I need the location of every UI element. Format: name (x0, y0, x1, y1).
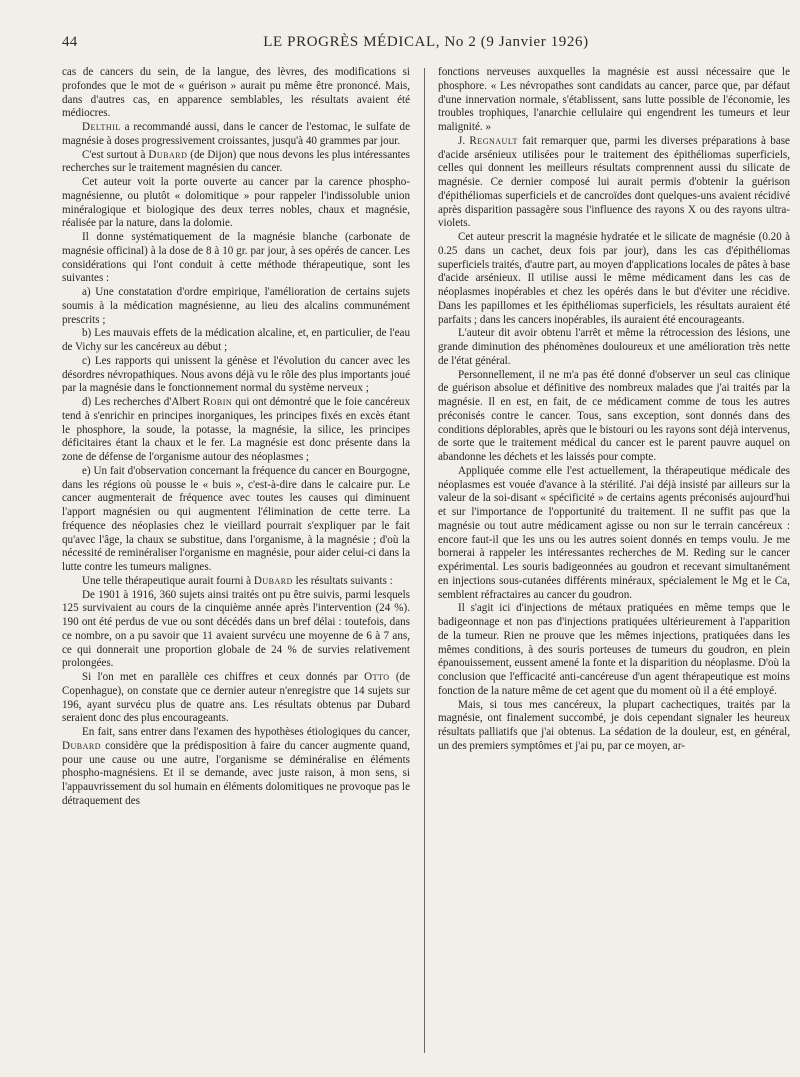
paragraph (62, 121, 410, 149)
paragraph-text: a recommandé aussi, dans le cancer de l'estomac, le sulfate de magnésie à doses progressivement croissantes, jusqu'à 40 grammes par jour. (62, 121, 410, 147)
paragraph (62, 726, 410, 809)
paragraph-text: Cet auteur voit la porte ouverte au cancer par la carence phospho-magnésienne, ou plutôt « dolomitique » pour rappeler l'indissoluble union minéralogique et biologique des deux terres nobles, chaux et magnésie, réalisée par la nature, dans la dolomie. (62, 176, 410, 230)
author-name: Robin (202, 396, 233, 408)
paragraph-lead-text: d) Les recherches d'Albert (82, 396, 203, 408)
left-column (62, 66, 410, 809)
author-name: Delthil (82, 121, 121, 133)
paragraph (438, 369, 790, 465)
author-name: Dubard (148, 148, 188, 161)
author-name: Regnault (469, 134, 518, 147)
paragraph-lead-text: Si l'on met en parallèle ces chiffres et ceux donnés par (82, 671, 365, 683)
paragraph (62, 575, 410, 589)
page-number: 44 (62, 34, 78, 50)
paragraph-text: Il donne systématiquement de la magnésie blanche (carbonate de magnésie officinal) à la dose de 8 à 10 gr. par jour, à ses opérés de cancer. Les considérations qui l'ont conduit à cette méthode thérapeutique, sont les suivantes : (62, 231, 410, 285)
paragraph (62, 176, 410, 231)
paragraph (62, 231, 410, 286)
paragraph (438, 231, 790, 327)
paragraph-text: e) Un fait d'observation concernant la fréquence du cancer en Bourgogne, dans les régions où pousse le « buis », c'est-à-dire dans le calcaire pur. Le cancer augmenterait de fréquence avec toutes les causes qui diminuent l'apport magnésien ou qui augmentent l'élimination de cette terre. La fréquence des néoplasies chez le vieillard pourrait s'expliquer par le fait qu'avec l'âge, la chaux se substitue, dans l'organisme, à la magnésie ; d'où la nécessité de reminéraliser l'organisme en magnésie, pour aider celui-ci dans la lutte contre les tumeurs malignes. (62, 464, 410, 573)
paragraph (438, 465, 790, 603)
author-name: Dubard (253, 574, 293, 587)
paragraph-text: (de Copenhague), on constate que ce dernier auteur n'enregistre que 14 sujets sur 196, ayant survécu plus de quatre ans. Les résultats obtenus par Dubard seraient donc des plus encourageants. (62, 671, 410, 725)
paragraph-text: les résultats suivants : (292, 574, 393, 587)
paragraph-text: Cet auteur prescrit la magnésie hydratée et le silicate de magnésie (0.20 à 0.25 dans un cachet, deux fois par jour), dans les cas d'épithéliomas superficiels traités, d'autre part, au moyen d'applications locales de pâtes à base d'acide arsénieux. Il utilise aussi le même médicament dans les cas de néoplasmes inopérables et chez les opérés dans le but d'éviter une récidive. Dans les papillomes et les épithéliomas superficiels, les résultats auraient été parfaits ; dans les cancers inopérables, ils auraient été encourageants. (438, 231, 790, 326)
paragraph (62, 327, 410, 355)
paragraph-text: a) Une constatation d'ordre empirique, l'amélioration de certains sujets soumis à la médication magnésienne, au lieu des alcalins communément prescrits ; (62, 286, 410, 326)
paragraph (62, 149, 410, 177)
paragraph-text: cas de cancers du sein, de la langue, des lèvres, des modifications si profondes que le mot de « guérison » aurait pu même être prononcé. Mais, dans d'autres cas, en apparence semblables, les résultats avaient été médiocres. (62, 66, 410, 120)
paragraph-text: (de Dijon) que nous devons les plus intéressantes recherches sur le traitement magnésien du cancer. (62, 148, 410, 175)
paragraph (438, 66, 790, 135)
paragraph-text: Appliquée comme elle l'est actuellement, la thérapeutique médicale des néoplasmes est vouée d'avance à la stérilité. J'ai déjà insisté par ailleurs sur la valeur de la soi-disant « spécificité » de certains agents préconisés aujourd'hui et sur l'importance de l'opportunité du traitement. Il ne suffit pas que la magnésie ou tout autre médicament agisse ou non sur le terrain cancéreux : encore faut-il que les uns ou les autres soient donnés en temps voulu. Je me bornerai à rappeler les intéressantes recherches de M. Reding sur le cancer expérimental. Les souris badigeonnées au goudron et recevant simultanément en injections sous-cutanées différents minéraux, spécialement le Mg et le Ca, semblent réfractaires au cancer du goudron. (438, 464, 790, 601)
paragraph-text: qui ont démontré que le foie cancéreux tend à s'enrichir en principes inorganiques, les principes fixés en excès étant le phosphore, la soude, la potasse, la magnésie, la silice, les principes déficitaires étant la chaux et le fer. La magnésie est donc présente dans la zone de défense de l'organisme autour des néoplasmes ; (62, 396, 410, 463)
paragraph (438, 327, 790, 368)
paragraph-text: b) Les mauvais effets de la médication alcaline, et, en particulier, de l'eau de Vichy sur les cancéreux au début ; (62, 327, 410, 353)
paragraph (438, 602, 790, 698)
paragraph-lead-text: C'est surtout à (82, 148, 149, 161)
paragraph-lead-text: Une telle thérapeutique aurait fourni à (82, 574, 254, 587)
paragraph (62, 286, 410, 327)
paragraph-text: De 1901 à 1916, 360 sujets ainsi traités ont pu être suivis, parmi lesquels 125 survivaient au cours de la cinquième année après l'intervention (24 %). 190 ont été perdus de vue ou sont décédés dans un bref délai : toutefois, dans ce nombre, on a pu savoir que 11 avaient survécu une moyenne de 6 à 7 ans, ce qui donnerait une proportion globale de 24 % de survies relativement prolongées. (62, 588, 410, 670)
paragraph (62, 465, 410, 575)
paragraph-lead-text: J. (458, 134, 470, 147)
paragraph (62, 589, 410, 672)
paragraph (438, 699, 790, 754)
author-name: Dubard (62, 739, 102, 752)
running-title: LE PROGRÈS MÉDICAL, No 2 (9 Janvier 1926) (263, 34, 589, 50)
page-header (62, 34, 790, 56)
paragraph-text: Mais, si tous mes cancéreux, la plupart cachectiques, traités par la magnésie, ont finalement succombé, je dois cependant signaler les heureux résultats palliatifs que j'ai obtenus. La sédation de la douleur, est, en général, un des premiers symptômes et j'ai pu, par ce moyen, ar- (438, 698, 790, 752)
paragraph (438, 135, 790, 231)
paragraph-text: fait remarquer que, parmi les diverses préparations à base d'acide arsénieux utilisées pour le traitement des épithéliomas superficiels, celles qui donnent les meilleurs résultats comprennent aussi du silicate de magnésie. Ce dernier composé lui aurait permis d'obtenir la guérison d'épithéliomas superficiels et de cancroïdes dont quelques-uns avaient récidivé après disparition passagère sous l'influence des rayons X ou des rayons ultra-violets. (438, 134, 790, 230)
right-column (438, 66, 790, 754)
author-name: Otto (364, 671, 390, 683)
paragraph-text: considère que la prédisposition à faire du cancer augmente quand, pour une cause ou une autre, l'organisme se déminéralise en éléments phospho-magnésiens. Et il se demande, avec juste raison, à mon sens, si l'appauvrissement du sol humain en éléments dolomitiques ne provoque pas le détraquement des (62, 739, 410, 807)
column-divider (424, 68, 425, 1053)
paragraph (62, 355, 410, 396)
paragraph-text: Personnellement, il ne m'a pas été donné d'observer un seul cas clinique de guérison absolue et définitive des nombreux malades que j'ai traités par la magnésie. Il en est, en fait, de ce médicament comme de tous les autres préconisés contre le cancer. Tous, sans exception, sont donnés dans des conditions déplorables, après que le bistouri ou les rayons sont déjà intervenus, de sorte que le traitement médical du cancer est le parent pauvre auquel on abandonne les déchets et les laissés pour compte. (438, 368, 790, 463)
paragraph (62, 671, 410, 726)
paragraph-text: Il s'agit ici d'injections de métaux pratiquées en même temps que le badigeonnage et non pas d'injections pratiquées ultérieurement à l'apparition de la tumeur. Rien ne prouve que les mêmes injections, pratiquées dans les mêmes conditions, à des souris porteuses de tumeurs du goudron, en plein épanouissement, eussent amené la fonte et la disparition du néoplasme. D'où la conclusion que l'efficacité anti-cancéreuse d'un agent thérapeutique est moins fonction de la nature même de cet agent que du moment où il a été employé. (438, 602, 790, 697)
paragraph (62, 396, 410, 465)
paragraph-text: L'auteur dit avoir obtenu l'arrêt et même la rétrocession des lésions, une grande diminution des phénomènes douloureux et une amélioration très nette de l'état général. (438, 327, 790, 367)
paragraph-text: fonctions nerveuses auxquelles la magnésie est aussi nécessaire que le phosphore. « Les névropathes sont candidats au cancer, parce que, par défaut d'une innervation normale, s'établissent, sans lutte possible de l'économie, les troubles trophiques, l'anarchie cellulaire qui engendrent les tumeurs et leur malignité. » (438, 66, 790, 133)
paragraph-lead-text: En fait, sans entrer dans l'examen des hypothèses étiologiques du cancer, (82, 726, 410, 738)
paragraph-text: c) Les rapports qui unissent la génèse et l'évolution du cancer avec les désordres névropathiques. Nous avons déjà vu le rôle des plus importants joué par la magnésie dans le fonctionnement normal du système nerveux ; (62, 354, 410, 395)
paragraph (62, 66, 410, 121)
